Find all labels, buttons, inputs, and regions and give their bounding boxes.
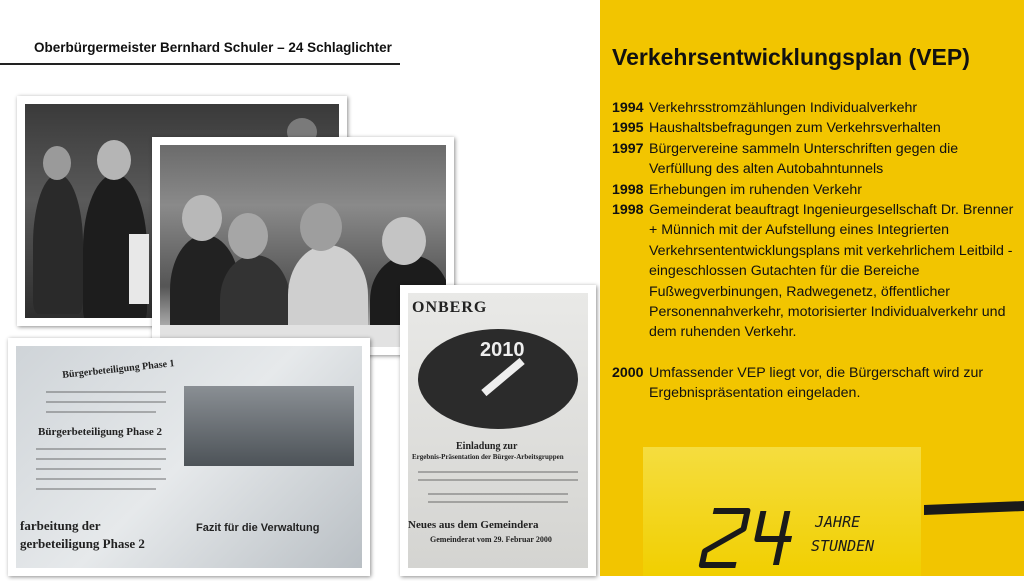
flyer-news-subtitle: Gemeinderat vom 29. Februar 2000 xyxy=(430,535,552,544)
newspaper-heading: Bürgerbeteiligung Phase 1 xyxy=(61,358,176,381)
flyer-invite-title: Einladung zur xyxy=(456,441,518,452)
newspaper-heading: Fazit für die Verwaltung xyxy=(196,522,320,534)
entry-year: 2000 xyxy=(612,364,644,381)
entry-text: Haushaltsbefragungen zum Verkehrsverhalten xyxy=(649,120,941,137)
newspaper-heading: Bürgerbeteiligung Phase 2 xyxy=(38,426,163,438)
flyer-masthead: ONBERG xyxy=(412,299,488,316)
entry-year: 1994 xyxy=(612,100,644,116)
entry-text: Umfassender VEP liegt vor, die Bürgerschaft wird zur Ergebnispräsentation eingeladen. xyxy=(649,364,984,402)
entry-text: Verkehrsstromzählungen Individualverkehr xyxy=(649,100,918,116)
logo-stripe-graphic xyxy=(924,465,1024,576)
logo-24-graphic xyxy=(643,447,921,576)
newspaper-heading: gerbeteiligung Phase 2 xyxy=(20,536,145,551)
timeline-entry xyxy=(612,180,1017,200)
timeline-entry xyxy=(612,200,1017,343)
panel-title: Verkehrsentwicklungsplan (VEP) xyxy=(612,44,970,70)
title-underline xyxy=(0,63,400,65)
photo-invitation-flyer xyxy=(400,285,596,576)
flyer-news-title: Neues aus dem Gemeindera xyxy=(408,519,539,531)
timeline-entry xyxy=(612,363,1017,404)
timeline-entry xyxy=(612,139,1017,180)
timeline-entry xyxy=(612,98,1017,118)
entry-year: 1995 xyxy=(612,120,644,137)
logo-word-jahre: JAHRE xyxy=(815,513,861,531)
timeline xyxy=(612,98,1017,404)
entry-year: 1998 xyxy=(612,181,644,198)
flyer-year-sign: 2010 xyxy=(480,339,525,361)
entry-year: 1997 xyxy=(612,140,644,157)
entry-text: Erhebungen im ruhenden Verkehr xyxy=(649,181,862,198)
timeline-entry xyxy=(612,118,1017,138)
logo-word-stunden: STUNDEN xyxy=(811,537,875,555)
newspaper-heading: farbeitung der xyxy=(20,518,101,533)
entry-year: 1998 xyxy=(612,202,644,219)
page-title: Oberbürgermeister Bernhard Schuler – 24 Schlaglichter xyxy=(34,40,392,55)
photo-newspaper-buergerbeteiligung xyxy=(8,338,370,576)
flyer-invite-subtitle: Ergebnis-Präsentation der Bürger-Arbeitsgruppen xyxy=(412,453,564,461)
entry-text: Bürgervereine sammeln Unterschriften gegen die Verfüllung des alten Autobahntunnels xyxy=(649,140,959,178)
entry-text: Gemeinderat beauftragt Ingenieurgesellschaft Dr. Brenner + Münnich mit der Aufstellung eines Integrierten Verkehrsententwicklungsplans mit verkehrlichem Leitbild - eingeschlossen Gutachten für die Bereiche Fußwegverbinungen, Radwegenetz, öffentlicher Personennahverkehr, motorisierter Individualverkehr und dem ruhenden Verkehr. xyxy=(649,202,1014,341)
logo-24-jahre-stunden xyxy=(643,447,921,576)
